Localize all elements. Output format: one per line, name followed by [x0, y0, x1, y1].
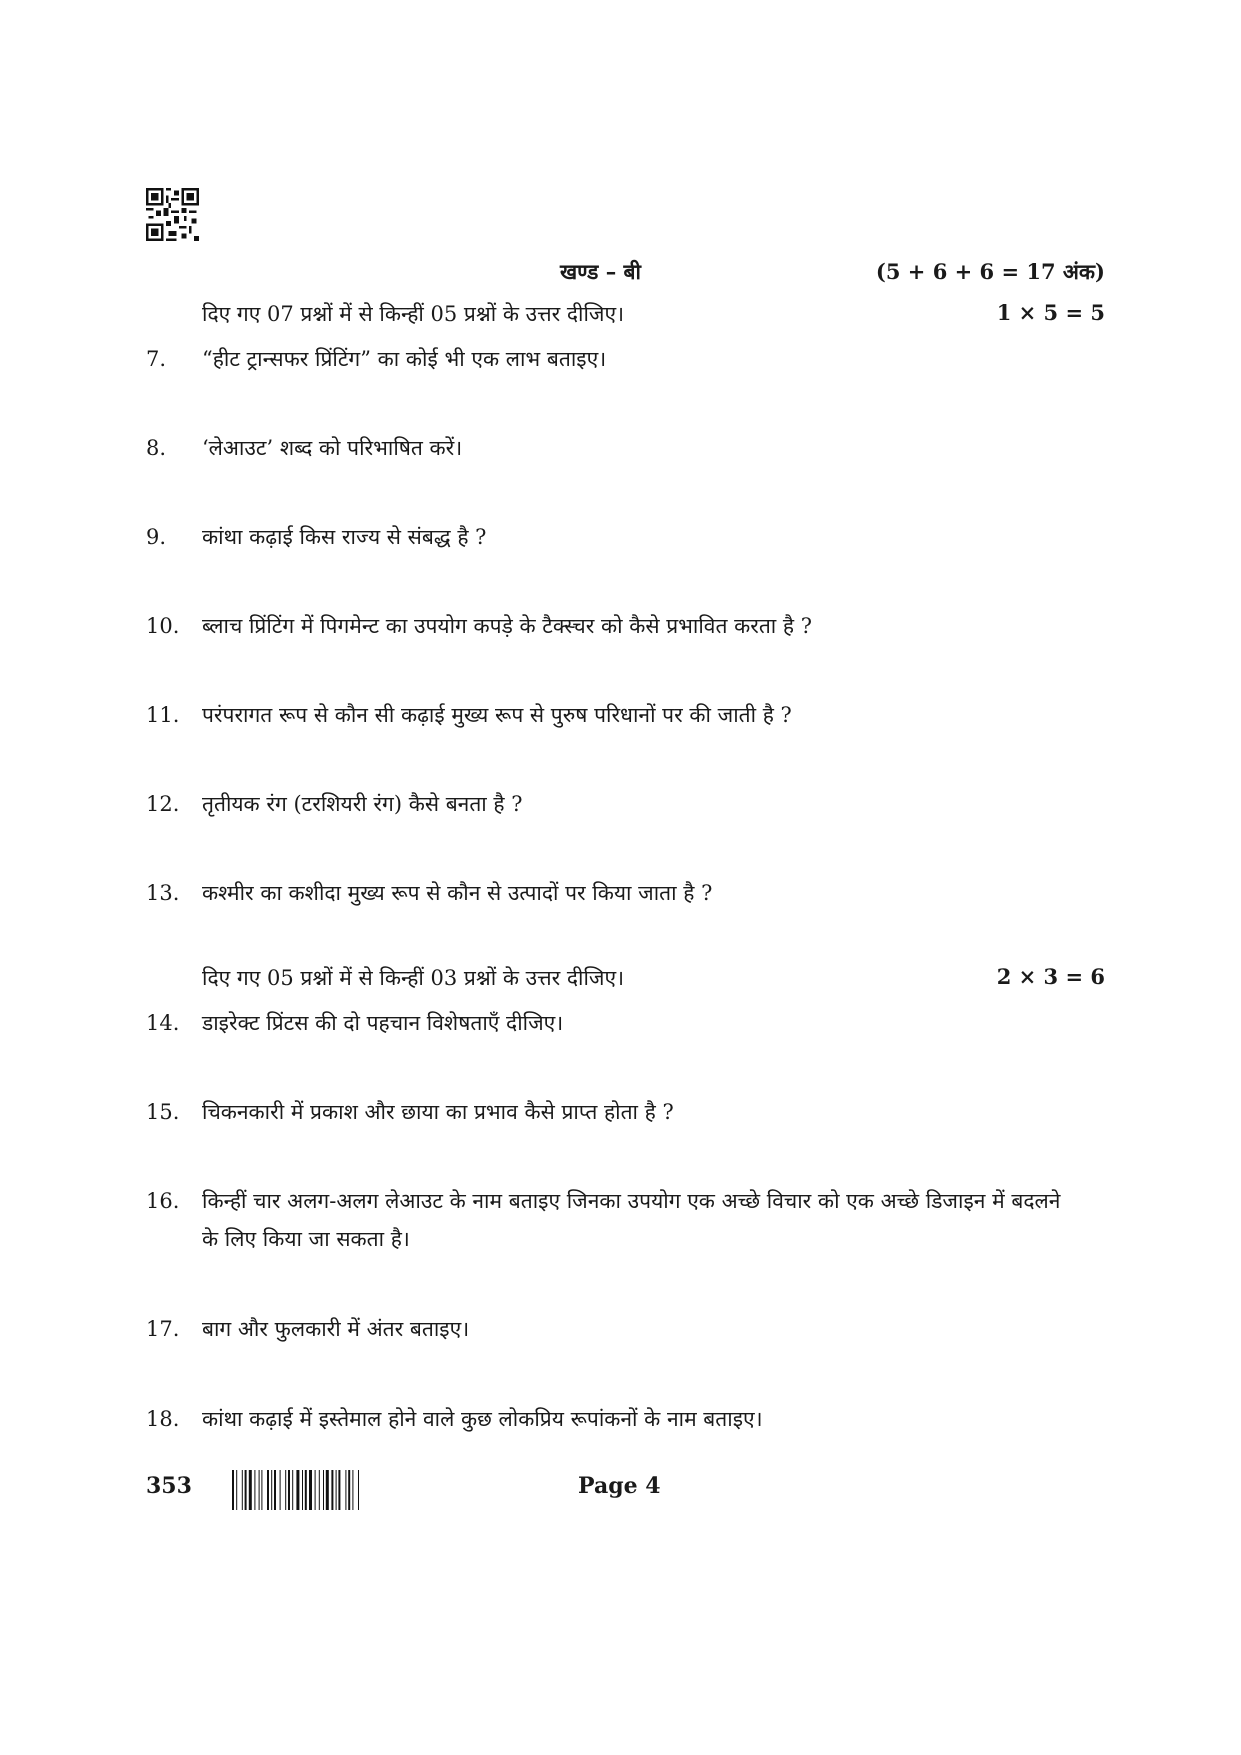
question-text: “हीट ट्रान्सफर प्रिंटिंग” का कोई भी एक लाभ बताइए।	[202, 347, 607, 371]
qr-code	[146, 188, 199, 241]
question-number: 11.	[146, 703, 180, 727]
section-title: खण्ड – बी	[560, 259, 641, 284]
question-text: परंपरागत रूप से कौन सी कढ़ाई मुख्य रूप से पुरुष परिधानों पर की जाती है ?	[202, 703, 792, 727]
question-text: कांथा कढ़ाई किस राज्य से संबद्ध है ?	[202, 525, 487, 549]
question-number: 15.	[146, 1100, 180, 1124]
instruction-marks: 2 × 3 = 6	[996, 964, 1105, 989]
question-number: 14.	[146, 1011, 180, 1035]
question-number: 16.	[146, 1189, 180, 1213]
question-text: ब्लाच प्रिंटिंग में पिगमेन्ट का उपयोग कपड़े के टैक्स्चर को कैसे प्रभावित करता है ?	[202, 614, 812, 638]
question-text: तृतीयक रंग (टरशियरी रंग) कैसे बनता है ?	[202, 792, 523, 816]
question-text: कश्मीर का कशीदा मुख्य रूप से कौन से उत्पादों पर किया जाता है ?	[202, 881, 713, 905]
question-number: 13.	[146, 881, 180, 905]
question-number: 9.	[146, 525, 167, 549]
question-number: 12.	[146, 792, 180, 816]
question-text: कांथा कढ़ाई में इस्तेमाल होने वाले कुछ लोकप्रिय रूपांकनों के नाम बताइए।	[202, 1407, 763, 1431]
question-text: चिकनकारी में प्रकाश और छाया का प्रभाव कैसे प्राप्त होता है ?	[202, 1100, 674, 1124]
section-marks: (5 + 6 + 6 = 17 अंक)	[875, 259, 1105, 284]
instruction-text: दिए गए 05 प्रश्नों में से किन्हीं 03 प्रश्नों के उत्तर दीजिए।	[202, 966, 625, 990]
question-number: 7.	[146, 347, 167, 371]
question-number: 8.	[146, 436, 167, 460]
question-number: 18.	[146, 1407, 180, 1431]
barcode	[232, 1470, 438, 1510]
paper-code: 353	[146, 1473, 192, 1499]
instruction-2	[202, 964, 1105, 992]
instruction-marks: 1 × 5 = 5	[996, 300, 1105, 325]
instruction-1	[202, 300, 1105, 328]
question-text: ‘लेआउट’ शब्द को परिभाषित करें।	[202, 436, 463, 460]
instruction-text: दिए गए 07 प्रश्नों में से किन्हीं 05 प्रश्नों के उत्तर दीजिए।	[202, 302, 625, 326]
question-text: किन्हीं चार अलग-अलग लेआउट के नाम बताइए जिनका उपयोग एक अच्छे विचार को एक अच्छे डिजाइन में बदलने के लिए किया जा सकता है।	[202, 1189, 1061, 1251]
page-number: Page 4	[578, 1473, 661, 1499]
question-number: 10.	[146, 614, 180, 638]
question-number: 17.	[146, 1317, 180, 1341]
question-text: बाग और फुलकारी में अंतर बताइए।	[202, 1317, 470, 1341]
question-text: डाइरेक्ट प्रिंटस की दो पहचान विशेषताएँ दीजिए।	[202, 1011, 564, 1035]
